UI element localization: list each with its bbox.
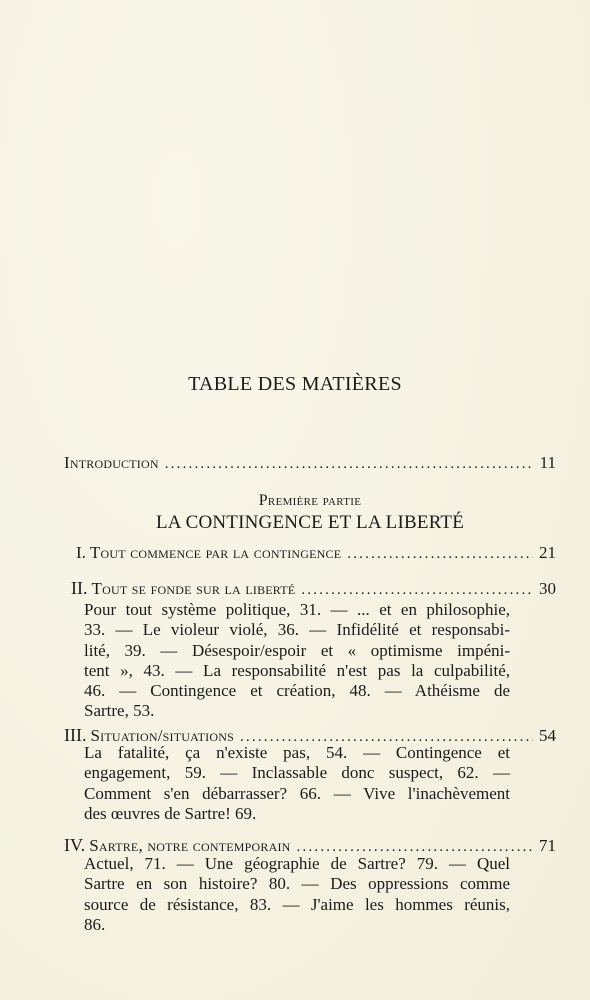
summary-line: Actuel, 71. — Une géographie de Sartre? 79. — Quel — [84, 854, 510, 873]
summary-line: lité, 39. — Désespoir/espoir et « optimisme impéni- — [84, 640, 510, 660]
summary-line: Comment s'en débarrasser? 66. — Vive l'inachèvement — [84, 783, 510, 803]
summary-line: 33. — Le violeur violé, 36. — Infidélité et responsabi- — [84, 620, 510, 640]
summary-line: Sartre, 53. — [84, 701, 155, 721]
toc-entry-chapter-2[interactable] — [64, 578, 556, 599]
toc-entry-chapter-4[interactable] — [64, 835, 556, 856]
summary-line: engagement, 59. — Inclassable donc suspect, 62. — — [84, 763, 510, 783]
dot-leader — [347, 546, 533, 563]
toc-entry-page: 71 — [539, 836, 556, 855]
chapter-number: IV. — [64, 835, 86, 855]
chapter-summary — [84, 854, 510, 935]
toc-entry-label: Introduction — [64, 453, 159, 472]
summary-line: tent », 43. — La responsabilité n'est pas la culpabilité, — [84, 660, 510, 680]
chapter-summary — [84, 600, 510, 722]
toc-entry-label: Sartre, notre contemporain — [89, 836, 291, 855]
chapter-number: II. — [71, 578, 88, 598]
toc-entry-introduction[interactable] — [64, 453, 556, 473]
toc-entry-page: 21 — [539, 543, 556, 562]
part-title: LA CONTINGENCE ET LA LIBERTÉ — [155, 512, 465, 533]
chapter-summary — [84, 743, 510, 824]
toc-entry-label: Tout se fonde sur la liberté — [91, 579, 296, 598]
chapter-number: III. — [64, 725, 87, 745]
dot-leader — [301, 582, 533, 599]
summary-line: Sartre en son histoire? 80. — Des oppressions comme — [84, 874, 510, 894]
page-title: TABLE DES MATIÈRES — [188, 373, 402, 395]
toc-entry-chapter-1[interactable] — [64, 543, 556, 563]
summary-line: source de résistance, 83. — J'aime les hommes réunis, — [84, 894, 510, 914]
toc-entry-page: 30 — [539, 579, 556, 598]
summary-line: Pour tout système politique, 31. — ... et en philosophie, — [84, 600, 510, 619]
dot-leader — [165, 456, 534, 473]
toc-entry-page: 11 — [539, 453, 556, 472]
part-label: Première partie — [258, 492, 362, 509]
summary-line: 86. — [84, 914, 106, 934]
toc-entry-page: 54 — [539, 726, 556, 745]
toc-entry-label: Situation/situations — [90, 726, 234, 745]
summary-line: La fatalité, ça n'existe pas, 54. — Contingence et — [84, 743, 510, 762]
chapter-number: I. — [76, 543, 86, 562]
toc-entry-label: Tout commence par la contingence — [89, 543, 342, 562]
summary-line: des œuvres de Sartre! 69. — [84, 803, 257, 823]
summary-line: 46. — Contingence et création, 48. — Athéisme de — [84, 681, 510, 701]
